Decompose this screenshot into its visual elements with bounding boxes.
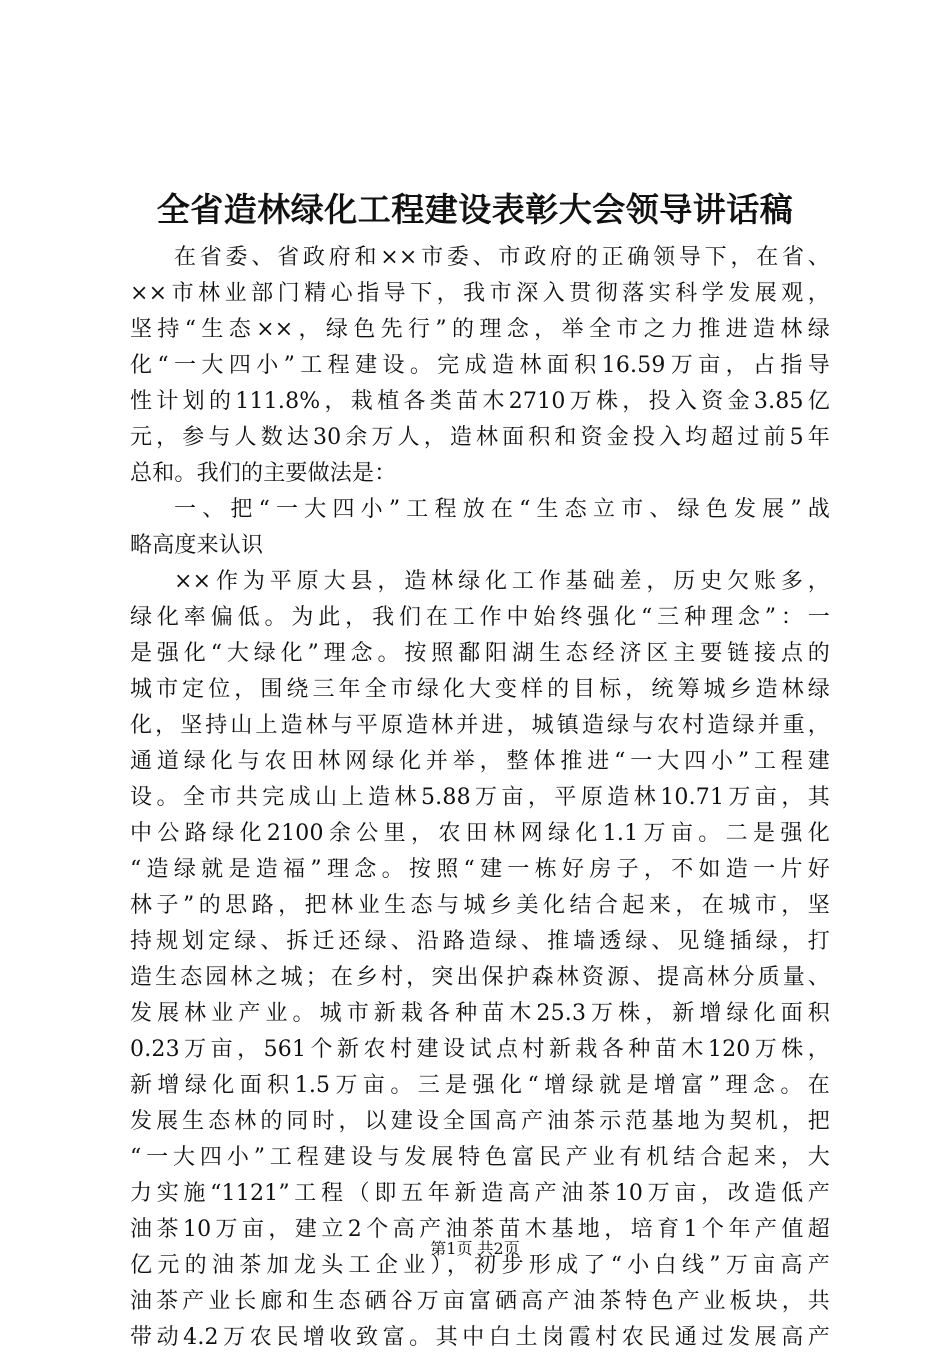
text-line: 持规划定绿、拆迁还绿、沿路造绿、推墙透绿、见缝插绿，打	[130, 929, 830, 954]
text-line: ××市林业部门精心指导下，我市深入贯彻落实科学发展观，	[130, 281, 830, 306]
text-line: 0.23万亩，561个新农村建设试点村新栽各种苗木120万株，	[130, 1037, 830, 1062]
text-line: 设。全市共完成山上造林5.88万亩，平原造林10.71万亩，其	[130, 785, 830, 810]
text-line: 油茶产业长廊和生态硒谷万亩富硒高产油茶特色产业板块，共	[130, 1289, 830, 1314]
text-line: 力实施“1121”工程（即五年新造高产油茶10万亩，改造低产	[130, 1181, 830, 1206]
document-title: 全省造林绿化工程建设表彰大会领导讲话稿	[156, 190, 794, 229]
text-line: 中公路绿化2100余公里，农田林网绿化1.1万亩。二是强化	[130, 821, 830, 846]
text-line: 坚持“生态××，绿色先行”的理念，举全市之力推进造林绿	[130, 317, 830, 342]
text-line: 在省委、省政府和××市委、市政府的正确领导下，在省、	[174, 245, 830, 270]
document-body	[130, 240, 830, 1356]
text-line: 元，参与人数达30余万人，造林面积和资金投入均超过前5年	[130, 425, 830, 450]
text-line: “一大四小”工程建设与发展特色富民产业有机结合起来，大	[130, 1145, 830, 1170]
text-line: 化“一大四小”工程建设。完成造林面积16.59万亩，占指导	[130, 353, 830, 378]
text-line: 城市定位，围绕三年全市绿化大变样的目标，统筹城乡造林绿	[130, 677, 830, 702]
text-line: ××作为平原大县，造林绿化工作基础差，历史欠账多，	[174, 569, 830, 594]
text-line: 发展林业产业。城市新栽各种苗木25.3万株，新增绿化面积	[130, 1001, 830, 1026]
text-line: 是强化“大绿化”理念。按照鄱阳湖生态经济区主要链接点的	[130, 641, 830, 666]
text-line: 带动4.2万农民增收致富。其中白土岗霞村农民通过发展高产	[130, 1325, 830, 1350]
text-line: 总和。我们的主要做法是：	[130, 461, 397, 486]
section-heading-line: 略高度来认识	[130, 533, 264, 558]
text-line: “造绿就是造福”理念。按照“建一栋好房子，不如造一片好	[130, 857, 830, 882]
page-footer: 第1页 共2页	[430, 1239, 520, 1258]
section-heading-line: 一、把“一大四小”工程放在“生态立市、绿色发展”战	[174, 497, 830, 522]
text-line: 林子”的思路，把林业生态与城乡美化结合起来，在城市，坚	[130, 893, 830, 918]
text-line: 绿化率偏低。为此，我们在工作中始终强化“三种理念”：一	[130, 605, 830, 630]
text-line: 发展生态林的同时，以建设全国高产油茶示范基地为契机，把	[130, 1109, 830, 1134]
text-line: 油茶10万亩，建立2个高产油茶苗木基地，培育1个年产值超	[130, 1217, 830, 1242]
text-line: 化，坚持山上造林与平原造林并进，城镇造绿与农村造绿并重，	[130, 713, 830, 738]
text-line: 造生态园林之城；在乡村，突出保护森林资源、提高林分质量、	[130, 965, 830, 990]
text-line: 性计划的111.8%，栽植各类苗木2710万株，投入资金3.85亿	[130, 389, 830, 414]
text-line: 通道绿化与农田林网绿化并举，整体推进“一大四小”工程建	[130, 749, 830, 774]
text-line: 新增绿化面积1.5万亩。三是强化“增绿就是增富”理念。在	[130, 1073, 830, 1098]
text-line: 亿元的油茶加龙头工企业），初步形成了“小白线”万亩高产	[130, 1253, 830, 1278]
